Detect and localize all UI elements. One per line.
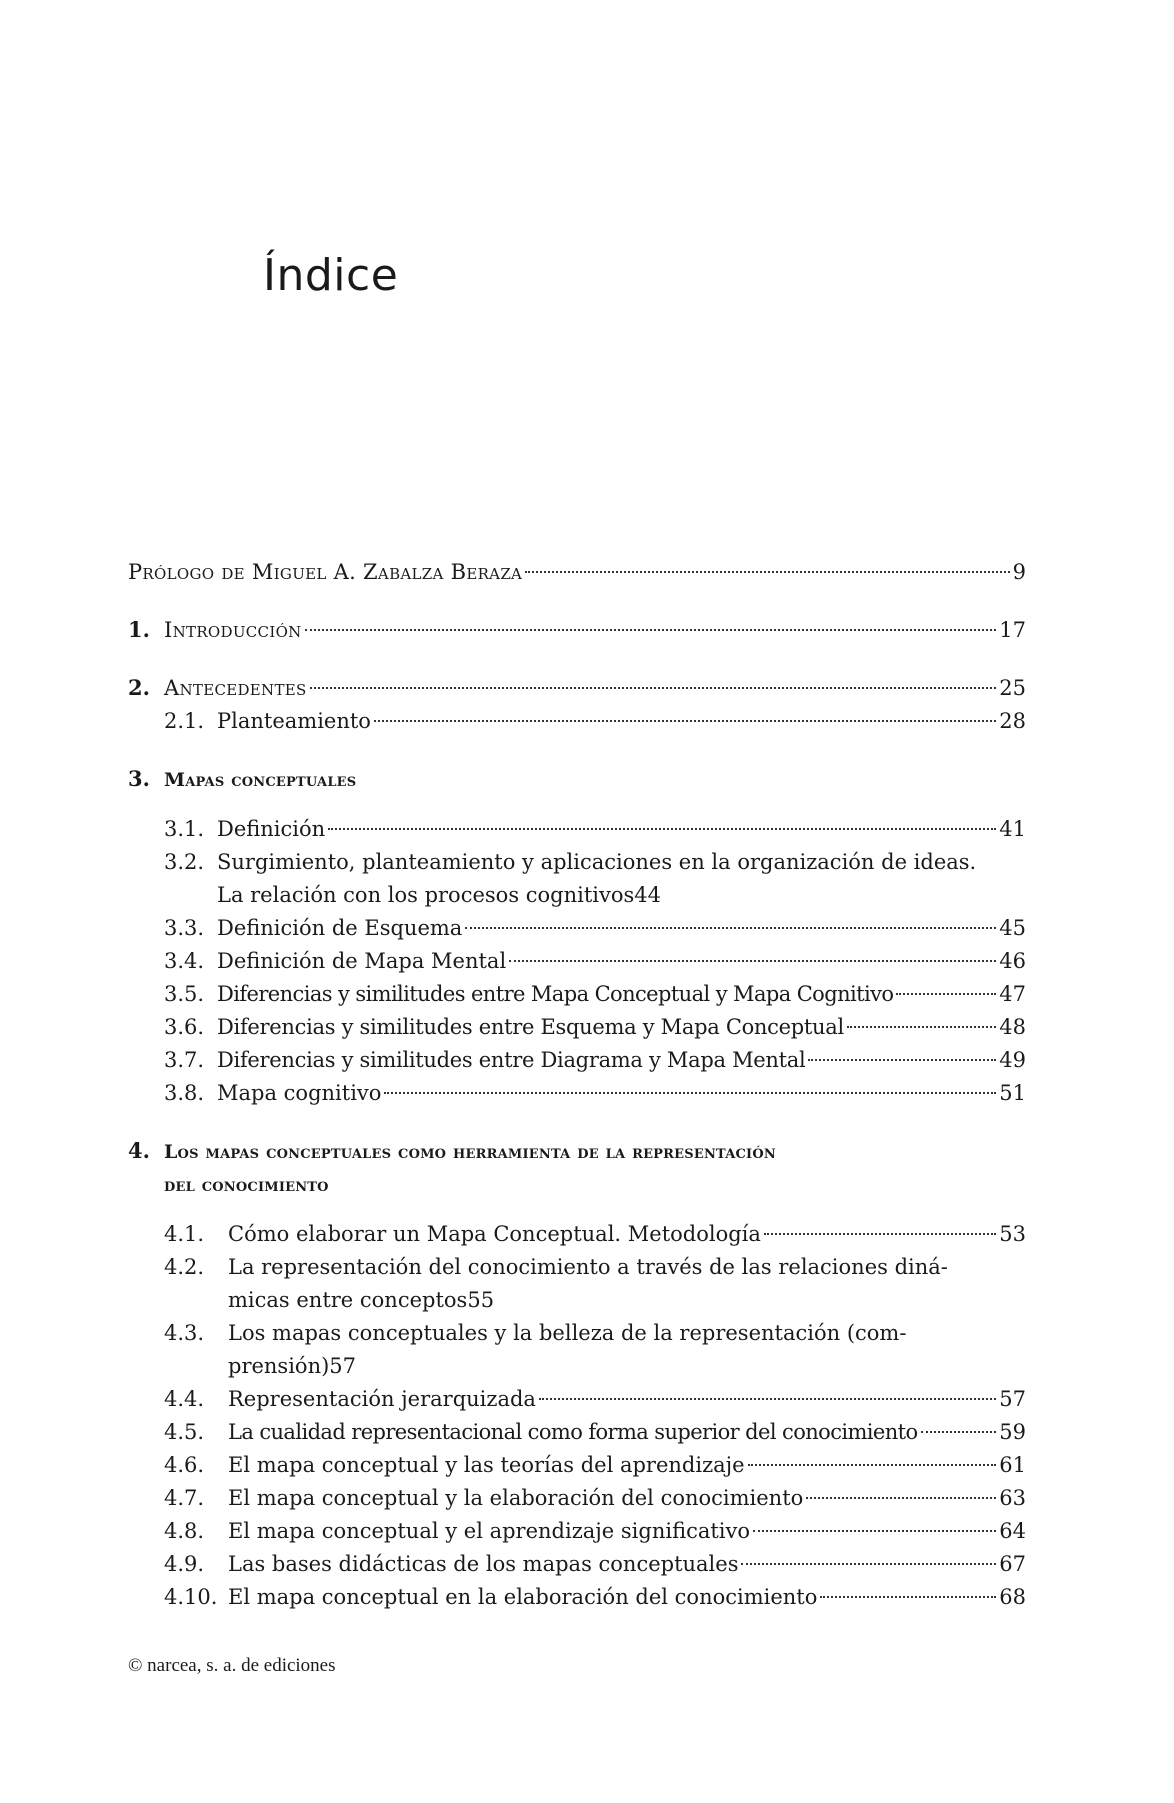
toc-section-number: 4.7.	[164, 1486, 205, 1510]
toc-entry-3-4[interactable]	[128, 945, 1026, 978]
toc-chapter-number: 1.	[128, 617, 150, 642]
toc-section-number: 4.3.	[164, 1321, 205, 1345]
toc-chapter-number: 2.	[128, 675, 150, 700]
toc-heading-text-line1: Los mapas conceptuales como herramienta de la representación	[164, 1141, 776, 1163]
toc-page-number: 9	[1012, 560, 1026, 584]
toc-section-number: 4.2.	[164, 1255, 205, 1279]
dot-leader	[539, 1398, 996, 1400]
toc-entry-4-8[interactable]	[128, 1515, 1026, 1548]
dot-leader	[806, 1497, 996, 1499]
toc-section-number: 4.1.	[164, 1222, 205, 1246]
copyright-footer: © narcea, s. a. de ediciones	[128, 1655, 336, 1676]
toc-section-number: 4.4.	[164, 1387, 205, 1411]
toc-entry-text: Representación jerarquizada	[228, 1387, 536, 1411]
toc-page-number: 25	[999, 676, 1026, 700]
dot-leader	[465, 927, 996, 929]
dot-leader	[808, 1059, 996, 1061]
dot-leader	[305, 629, 997, 631]
toc-chapter-number: 3.	[128, 766, 150, 791]
toc-page-number: 47	[999, 982, 1026, 1006]
table-of-contents	[128, 556, 1026, 1614]
toc-entry-3-1[interactable]	[128, 813, 1026, 846]
toc-page-number: 68	[999, 1585, 1026, 1609]
dot-leader	[921, 1431, 997, 1433]
toc-page-number: 41	[999, 817, 1026, 841]
toc-entry-4-2[interactable]	[128, 1251, 1026, 1317]
toc-section-number: 3.3.	[164, 916, 205, 940]
toc-page-number: 61	[999, 1453, 1026, 1477]
toc-entry-chapter-1[interactable]	[128, 613, 1026, 647]
dot-leader	[509, 960, 996, 962]
dot-leader	[525, 571, 1009, 573]
toc-entry-4-6[interactable]	[128, 1449, 1026, 1482]
toc-entry-text: Definición	[217, 817, 326, 841]
toc-entry-3-5[interactable]	[128, 978, 1026, 1011]
toc-page-number: 48	[999, 1015, 1026, 1039]
toc-page-number: 49	[999, 1048, 1026, 1072]
toc-entry-text: Las bases didácticas de los mapas conceptuales	[228, 1552, 739, 1576]
toc-section-number: 4.5.	[164, 1420, 205, 1444]
toc-entry-text: Diferencias y similitudes entre Mapa Conceptual y Mapa Cognitivo	[217, 982, 894, 1006]
toc-entry-text: Introducción	[164, 618, 302, 642]
dot-leader	[896, 993, 996, 995]
toc-page-number: 46	[999, 949, 1026, 973]
dot-leader	[374, 720, 996, 722]
toc-heading-text-line2: del conocimiento	[164, 1174, 329, 1196]
toc-entry-4-4[interactable]	[128, 1383, 1026, 1416]
toc-section-number: 3.8.	[164, 1081, 205, 1105]
toc-entry-text: Diferencias y similitudes entre Esquema y Mapa Conceptual	[217, 1015, 844, 1039]
toc-entry-text: Definición de Mapa Mental	[217, 949, 507, 973]
toc-page-number: 44	[634, 883, 662, 907]
toc-entry-4-1[interactable]	[128, 1218, 1026, 1251]
toc-chapter-number: 4.	[128, 1138, 150, 1163]
toc-entry-text: El mapa conceptual en la elaboración del conocimiento	[228, 1585, 818, 1609]
toc-entry-text-line1: La representación del conocimiento a través de las relaciones diná-	[228, 1255, 948, 1279]
toc-entry-text: El mapa conceptual y las teorías del aprendizaje	[228, 1453, 745, 1477]
toc-page-number: 55	[467, 1288, 495, 1312]
toc-entry-3-6[interactable]	[128, 1011, 1026, 1044]
toc-section-number: 4.6.	[164, 1453, 205, 1477]
toc-entry-chapter-2[interactable]	[128, 671, 1026, 705]
dot-leader	[310, 687, 997, 689]
toc-entry-4-5[interactable]	[128, 1416, 1026, 1449]
page-title: Índice	[263, 250, 399, 301]
dot-leader	[753, 1530, 996, 1532]
toc-heading-chapter-3[interactable]	[128, 762, 1026, 797]
toc-section-number: 4.8.	[164, 1519, 205, 1543]
toc-section-number: 4.9.	[164, 1552, 205, 1576]
toc-entry-4-10[interactable]	[128, 1581, 1026, 1614]
toc-page-number: 63	[999, 1486, 1026, 1510]
dot-leader	[741, 1563, 996, 1565]
toc-section-number: 3.5.	[164, 982, 205, 1006]
toc-entry-text: El mapa conceptual y el aprendizaje significativo	[228, 1519, 751, 1543]
toc-page-number: 45	[999, 916, 1026, 940]
toc-heading-chapter-4[interactable]	[128, 1134, 1026, 1202]
toc-page-number: 51	[999, 1081, 1026, 1105]
toc-entry-3-7[interactable]	[128, 1044, 1026, 1077]
toc-entry-3-3[interactable]	[128, 912, 1026, 945]
toc-entry-3-8[interactable]	[128, 1077, 1026, 1110]
dot-leader	[328, 828, 996, 830]
toc-heading-text: Mapas conceptuales	[164, 769, 357, 791]
toc-page-number: 64	[999, 1519, 1026, 1543]
toc-entry-text: Antecedentes	[164, 676, 307, 700]
toc-entry-text-line2: prensión)	[228, 1354, 330, 1378]
toc-page-number: 67	[999, 1552, 1026, 1576]
toc-entry-text-line1: Surgimiento, planteamiento y aplicaciones en la organización de ideas.	[217, 850, 977, 874]
toc-section-number: 3.6.	[164, 1015, 205, 1039]
toc-entry-4-7[interactable]	[128, 1482, 1026, 1515]
toc-page-number: 28	[999, 709, 1026, 733]
toc-entry-4-3[interactable]	[128, 1317, 1026, 1383]
toc-section-number: 3.1.	[164, 817, 205, 841]
toc-entry-text-line2: micas entre conceptos	[228, 1288, 468, 1312]
toc-entry-prologue[interactable]	[128, 556, 1026, 589]
dot-leader	[384, 1092, 996, 1094]
toc-entry-text: La cualidad representacional como forma superior del conocimiento	[228, 1420, 918, 1444]
toc-entry-text-line1: Los mapas conceptuales y la belleza de la representación (com-	[228, 1321, 907, 1345]
toc-entry-text: Planteamiento	[217, 709, 371, 733]
dot-leader	[748, 1464, 997, 1466]
toc-page-number: 53	[999, 1222, 1026, 1246]
toc-section-number: 2.1.	[164, 709, 205, 733]
toc-page-number: 59	[999, 1420, 1026, 1444]
toc-section-number: 3.2.	[164, 850, 205, 874]
dot-leader	[820, 1596, 996, 1598]
toc-entry-text: Prólogo de Miguel A. Zabalza Beraza	[128, 560, 523, 584]
toc-entry-4-9[interactable]	[128, 1548, 1026, 1581]
toc-section-number: 3.7.	[164, 1048, 205, 1072]
toc-entry-text: Diferencias y similitudes entre Diagrama y Mapa Mental	[217, 1048, 806, 1072]
toc-entry-text: Mapa cognitivo	[217, 1081, 382, 1105]
toc-entry-text-line2: La relación con los procesos cognitivos	[217, 883, 635, 907]
toc-entry-text: Definición de Esquema	[217, 916, 463, 940]
toc-entry-3-2[interactable]	[128, 846, 1026, 912]
dot-leader	[847, 1026, 996, 1028]
toc-entry-2-1[interactable]	[128, 705, 1026, 738]
toc-page-number: 57	[329, 1354, 357, 1378]
toc-section-number: 4.10.	[164, 1585, 218, 1609]
dot-leader	[764, 1233, 996, 1235]
toc-entry-text: El mapa conceptual y la elaboración del conocimiento	[228, 1486, 804, 1510]
toc-page-number: 17	[999, 618, 1026, 642]
toc-page-number: 57	[999, 1387, 1026, 1411]
toc-section-number: 3.4.	[164, 949, 205, 973]
toc-entry-text: Cómo elaborar un Mapa Conceptual. Metodología	[228, 1222, 761, 1246]
